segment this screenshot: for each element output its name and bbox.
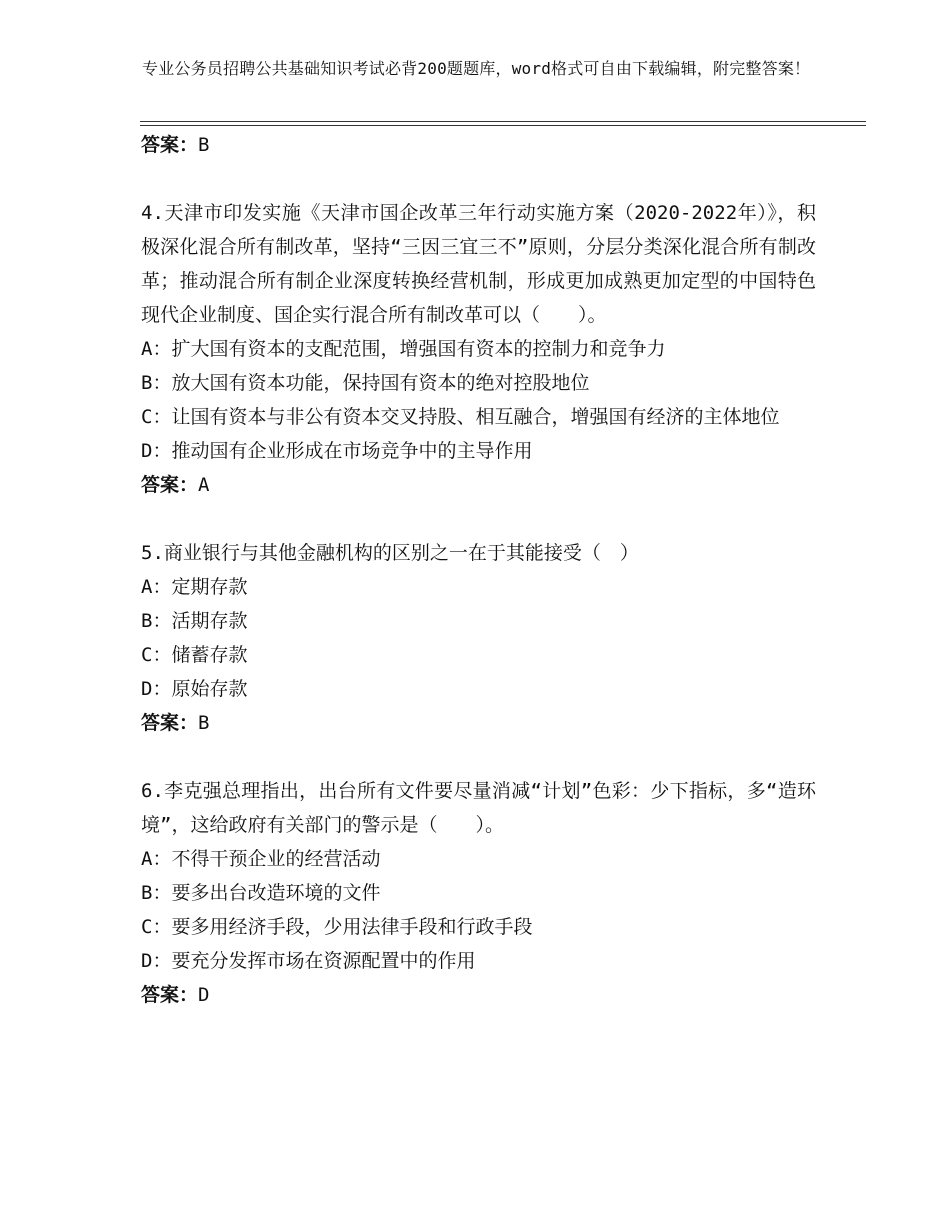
option-d: D：要充分发挥市场在资源配置中的作用 (141, 950, 476, 972)
question-block (141, 536, 816, 740)
option-a: A：定期存款 (141, 576, 248, 598)
option-c: C：让国有资本与非公有资本交叉持股、相互融合，增强国有经济的主体地位 (141, 406, 780, 428)
answer-line (141, 468, 816, 502)
option-b: B：要多出台改造环境的文件 (141, 882, 381, 904)
option-a: A：不得干预企业的经营活动 (141, 848, 381, 870)
spacer (141, 162, 816, 196)
answer-label: 答案： (141, 984, 199, 1006)
spacer (141, 502, 816, 536)
answer-label: 答案： (141, 712, 199, 734)
answer-label: 答案： (141, 134, 199, 156)
header-text: 专业公务员招聘公共基础知识考试必背200题题库，word格式可自由下载编辑，附完整答案！ (142, 59, 811, 78)
answer-value: B (198, 134, 210, 156)
header-rule-thick (140, 121, 866, 122)
answer-label: 答案： (141, 474, 199, 496)
question-block (141, 774, 816, 1012)
answer-line (141, 128, 816, 162)
option-c: C：要多用经济手段，少用法律手段和行政手段 (141, 916, 533, 938)
header-rule-thin (140, 125, 866, 126)
question-block (141, 196, 816, 502)
option-b: B：放大国有资本功能，保持国有资本的绝对控股地位 (141, 372, 590, 394)
answer-value: D (198, 984, 210, 1006)
option-c: C：储蓄存款 (141, 644, 248, 666)
answer-value: A (198, 474, 210, 496)
question-stem: 6.李克强总理指出，出台所有文件要尽量消减“计划”色彩：少下指标，多“造环境”，这给政府有关部门的警示是（ ）。 (141, 780, 816, 836)
answer-line (141, 978, 816, 1012)
answer-value: B (198, 712, 210, 734)
answer-line (141, 706, 816, 740)
option-d: D：原始存款 (141, 678, 248, 700)
option-b: B：活期存款 (141, 610, 248, 632)
question-stem: 4.天津市印发实施《天津市国企改革三年行动实施方案（2020-2022年）》，积极深化混合所有制改革，坚持“三因三宜三不”原则，分层分类深化混合所有制改革；推动混合所有制企业深度转换经营机制，形成更加成熟更加定型的中国特色现代企业制度、国企实行混合所有制改革可以（ ）。 (141, 202, 816, 326)
document-content (141, 128, 816, 1012)
option-a: A：扩大国有资本的支配范围，增强国有资本的控制力和竞争力 (141, 338, 666, 360)
question-stem: 5.商业银行与其他金融机构的区别之一在于其能接受（ ） (141, 542, 639, 564)
spacer (141, 740, 816, 774)
option-d: D：推动国有企业形成在市场竞争中的主导作用 (141, 440, 533, 462)
